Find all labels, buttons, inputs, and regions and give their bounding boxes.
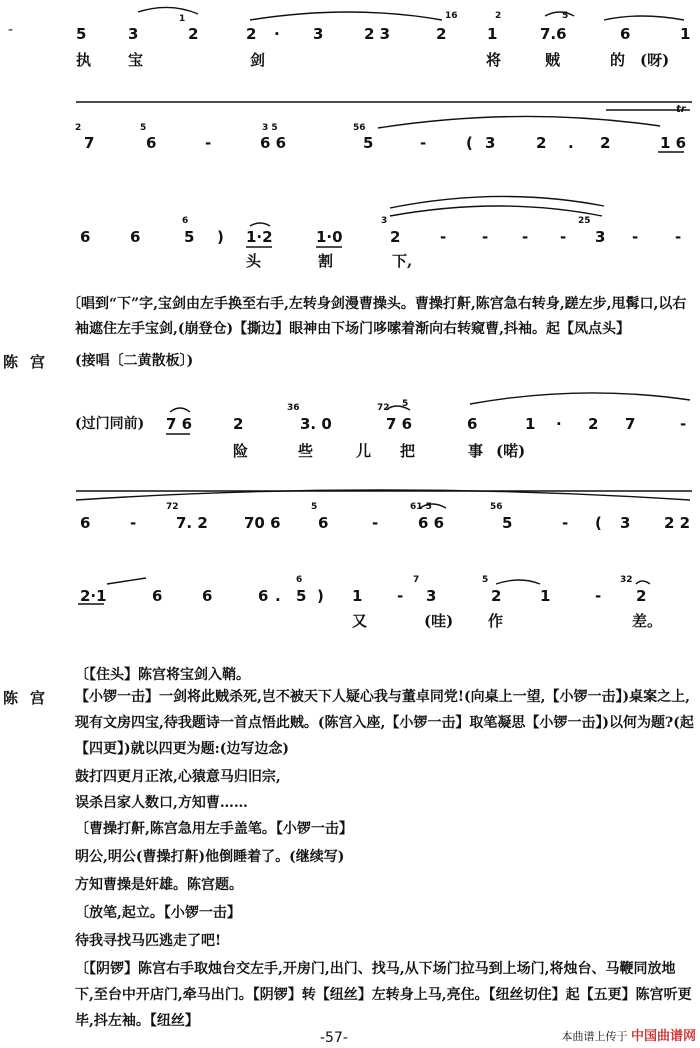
lyric: 下,	[392, 252, 413, 270]
note: -	[562, 514, 569, 532]
note: 2 3	[364, 25, 391, 43]
grace-note: 16	[445, 11, 458, 21]
watermark	[561, 1025, 696, 1044]
grace-note: 7	[413, 575, 420, 585]
note: 7.6	[540, 25, 567, 43]
note: 2	[491, 587, 502, 605]
note: 6 6	[260, 134, 287, 152]
lyric: (哇)	[424, 612, 454, 630]
grace-note: 56	[353, 123, 366, 133]
grace-note: 36	[287, 403, 300, 413]
text-line: 明公,明公(曹操打鼾)他倒睡着了。(继续写)	[75, 849, 345, 865]
lyric: 执	[76, 51, 92, 69]
page-number: -57-	[320, 1030, 348, 1046]
grace-note: 3	[381, 216, 388, 226]
slur	[545, 12, 574, 16]
note: 2	[636, 587, 647, 605]
note: 1	[352, 587, 363, 605]
note: -	[397, 587, 404, 605]
lyric: 头	[246, 252, 262, 270]
lyric: 割	[318, 252, 334, 270]
left-margin-mark: -	[8, 22, 14, 38]
note: 5	[502, 514, 513, 532]
grace-note: 2	[75, 123, 82, 133]
slur	[420, 504, 446, 508]
stage-direction: 〔曹操打鼾,陈宫急用左手盖笔。【小锣一击】	[75, 821, 353, 837]
note: 6	[146, 134, 157, 152]
note: 6 6	[418, 514, 445, 532]
slur	[378, 116, 660, 128]
note: 7. 2	[176, 514, 208, 532]
note: -	[482, 228, 489, 246]
stage-direction: 〔唱到“下”字,宝剑由左手换至右手,左转身剑漫曹操头。曹操打鼾,陈宫急右转身,蹉左步,甩髯口,以右袖遮住左手宝剑,(崩登仓)【撕边】眼神由下场门哆嗦着渐向右转窥曹,抖袖。起【凤点头】	[67, 296, 687, 337]
slur	[138, 7, 198, 14]
watermark-site: 中国曲谱网	[630, 1029, 696, 1044]
lyric: 剑	[250, 51, 266, 69]
note: 2	[600, 134, 611, 152]
note: 70 6	[244, 514, 281, 532]
lyric: (呀)	[640, 51, 670, 69]
role-name: 陈宫	[3, 689, 58, 707]
slur	[386, 406, 410, 410]
grace-note: 72	[166, 502, 179, 512]
grace-note: 61 5	[410, 502, 432, 512]
note: 2	[588, 415, 599, 433]
note: .	[275, 587, 281, 605]
lyric: 作	[488, 612, 504, 630]
grace-note: 2	[495, 11, 502, 21]
lyric: 宝	[128, 51, 144, 69]
slur	[170, 408, 190, 412]
note: ·	[274, 25, 280, 43]
lyric: 事	[468, 442, 484, 460]
note: 1	[540, 587, 551, 605]
note: 3	[620, 514, 631, 532]
note: -	[560, 228, 567, 246]
lyric: 的	[610, 51, 626, 69]
grace-note: 5	[562, 11, 569, 21]
note: 2 2	[664, 514, 691, 532]
grace-note: 3 5	[262, 123, 278, 133]
lyric: 儿	[356, 442, 372, 460]
role-name: 陈宫	[3, 353, 58, 371]
note: -	[675, 228, 682, 246]
note: 1	[680, 25, 691, 43]
slur	[390, 206, 602, 216]
interlude-note: (过门同前)	[75, 416, 145, 432]
slur	[250, 223, 270, 226]
stage-direction: 〔【阴锣】陈宫右手取烛台交左手,开房门,出门、找马,从下场门拉马到上场门,将烛台、马鞭同放地下,至台中开店门,牵马出门。【阴锣】转【纽丝】左转身上马,亮住。【纽丝切住】起【五更】陈宫听更毕,抖左袖。【纽丝】	[75, 961, 692, 1029]
note: 6	[620, 25, 631, 43]
note: )	[317, 587, 324, 605]
note: 3	[313, 25, 324, 43]
lyric: 将	[486, 51, 502, 69]
grace-note: 6	[182, 216, 189, 226]
watermark-text: 本曲谱上传于	[561, 1030, 628, 1043]
glissando-line	[107, 578, 146, 584]
note: 1·2	[246, 228, 273, 246]
spoken-dialogue: 【小锣一击】一剑将此贼杀死,岂不被天下人疑心我与董卓同党!(向桌上一望,【小锣一击】)桌案之上,现有文房四宝,待我题诗一首点悟此贼。(陈宫入座,【小锣一击】取笔凝思【小锣一击】)以何为题?(起【四更】)就以四更为题:(边写边念)	[75, 689, 694, 757]
note: 6	[467, 415, 478, 433]
note: 2	[390, 228, 401, 246]
singing-direction: (接唱〔二黄散板〕)	[75, 353, 194, 369]
grace-note: 6	[296, 575, 303, 585]
grace-note: 25	[578, 216, 591, 226]
note: 6	[318, 514, 329, 532]
note: -	[595, 587, 602, 605]
note: 3	[128, 25, 139, 43]
note: 7 6	[166, 415, 193, 433]
lyric: 把	[400, 442, 416, 460]
slur	[636, 581, 650, 584]
note: -	[372, 514, 379, 532]
lyric: 险	[233, 442, 249, 460]
note: 1	[525, 415, 536, 433]
grace-note: 32	[620, 575, 633, 585]
note: 2	[188, 25, 199, 43]
grace-note: 1	[179, 14, 186, 24]
note: 7 6	[386, 415, 413, 433]
grace-note: 5	[140, 123, 147, 133]
note: ·	[556, 415, 562, 433]
note: 5	[363, 134, 374, 152]
note: 6	[80, 514, 91, 532]
note: 1·0	[316, 228, 343, 246]
note: 5	[184, 228, 195, 246]
note: 3. 0	[300, 415, 332, 433]
grace-note: 72	[377, 403, 390, 413]
note: 6	[258, 587, 269, 605]
note: -	[680, 415, 687, 433]
stage-direction: 〔放笔,起立。【小锣一击】	[75, 905, 241, 921]
note: 1	[487, 25, 498, 43]
lyric: 些	[298, 442, 314, 460]
grace-note: 56	[490, 502, 503, 512]
lyric: (喏)	[496, 442, 526, 460]
note: 2	[536, 134, 547, 152]
lyric: 又	[352, 612, 368, 630]
note: 6	[80, 228, 91, 246]
note: -	[205, 134, 212, 152]
note: 1 6	[660, 134, 687, 152]
slur	[470, 393, 690, 404]
lyric: 差。	[632, 612, 663, 630]
trill-mark: tr	[676, 104, 686, 115]
note: 2·1	[80, 587, 107, 605]
note: -	[440, 228, 447, 246]
note: )	[217, 228, 224, 246]
note: 3	[595, 228, 606, 246]
note: -	[420, 134, 427, 152]
grace-note: 5	[482, 575, 489, 585]
note: (	[466, 134, 473, 152]
note: 2	[246, 25, 257, 43]
note: 6	[152, 587, 163, 605]
note: 2	[436, 25, 447, 43]
slur	[604, 16, 684, 20]
note: 2	[233, 415, 244, 433]
note: 7	[84, 134, 95, 152]
text-line: 误杀吕家人数口,方知曹……	[75, 795, 248, 811]
note: .	[568, 134, 574, 152]
text-line: 方知曹操是奸雄。陈宫题。	[75, 877, 243, 893]
note: 5	[296, 587, 307, 605]
text-line: 鼓打四更月正浓,心猿意马归旧宗,	[75, 769, 281, 785]
note: 6	[130, 228, 141, 246]
slur	[496, 580, 540, 584]
lyric: 贼	[545, 51, 561, 69]
text-line: 待我寻找马匹逃走了吧!	[75, 933, 222, 949]
note: 7	[625, 415, 636, 433]
note: 3	[426, 587, 437, 605]
note: 3	[485, 134, 496, 152]
note: 6	[202, 587, 213, 605]
grace-note: 5	[402, 399, 409, 409]
grace-note: 5	[311, 502, 318, 512]
note: -	[130, 514, 137, 532]
note: -	[632, 228, 639, 246]
stage-direction: 〔【住头】陈宫将宝剑入鞘。	[75, 667, 250, 683]
note: -	[522, 228, 529, 246]
note: (	[595, 514, 602, 532]
note: 5	[76, 25, 87, 43]
slur	[250, 12, 442, 20]
